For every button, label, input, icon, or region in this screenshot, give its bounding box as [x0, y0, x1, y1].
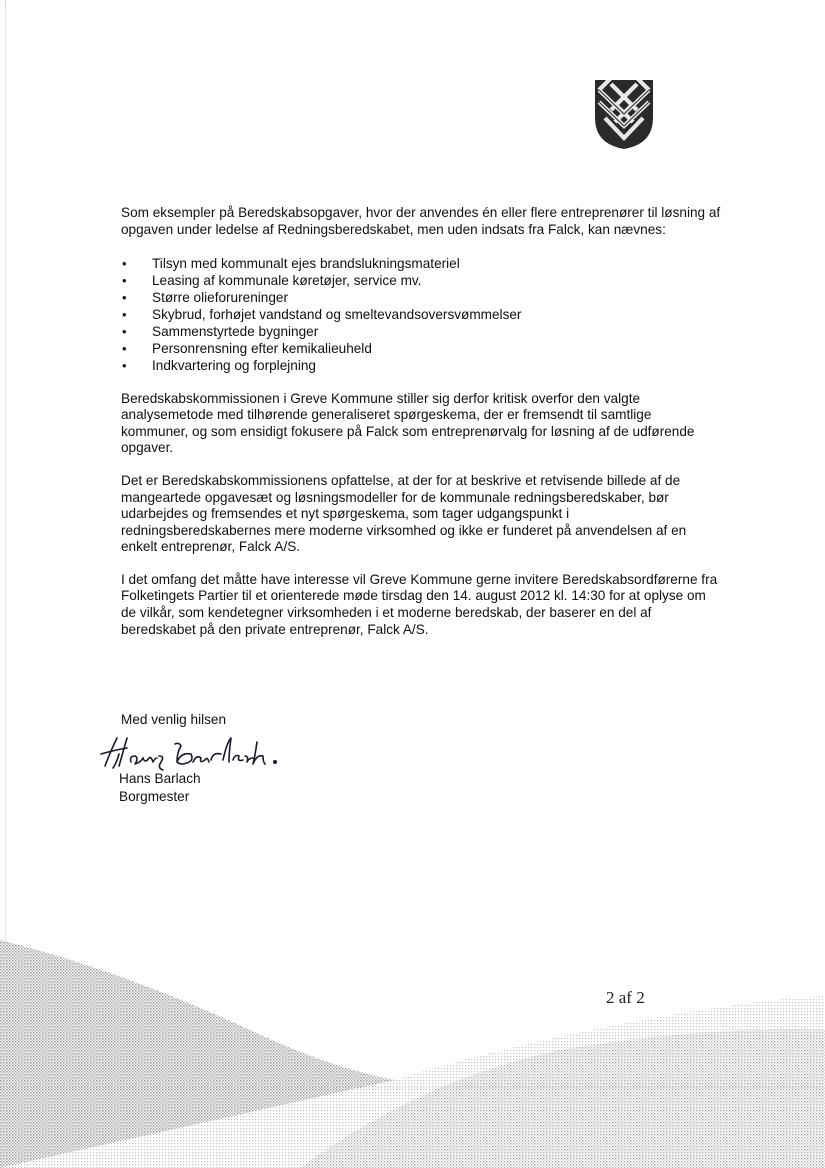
- paragraph-invitation: I det omfang det måtte have interesse vil Greve Kommune gerne invitere Beredskabsordførerne fra Folketingets Partier til et orienterede møde tirsdag den 14. august 2012 kl. 14:30 for at oplyse om de vilkår, som kendetegner virksomheden i et moderne beredskab, der baserer en del af beredskabet på den private entreprenør, Falck A/S.: [121, 571, 718, 637]
- letter-body: [121, 205, 721, 638]
- list-item: • Skybrud, forhøjet vandstand og smeltevandsoversvømmelser: [121, 307, 721, 324]
- greve-coat-of-arms-icon: [593, 78, 655, 150]
- list-item: • Tilsyn med kommunalt ejes brandslukningsmateriel: [121, 256, 721, 273]
- signer-title: Borgmester: [119, 789, 190, 804]
- list-item: • Personrensning efter kemikalieuheld: [121, 341, 721, 358]
- list-item: • Leasing af kommunale køretøjer, service mv.: [121, 273, 721, 290]
- list-item: • Større olieforureninger: [121, 290, 721, 307]
- paragraph-proposal: Det er Beredskabskommissionens opfattelse, at der for at beskrive et retvisende billede af de mangeartede opgavesæt og løsningsmodeller for de kommunale redningsberedskaber, bør udarbejdes og fremsendes et nyt spørgeskema, som tager udgangspunkt i redningsberedskabernes mere moderne virksomhed og ikke er funderet på anvendelsen af en enkelt entreprenør, Falck A/S.: [121, 472, 687, 555]
- footer-wave-graphic: [0, 930, 825, 1168]
- signer-name: Hans Barlach: [119, 771, 201, 786]
- list-item: • Sammenstyrtede bygninger: [121, 324, 721, 341]
- signer-block: [119, 770, 201, 806]
- handwritten-signature: [97, 732, 287, 774]
- page-number: 2 af 2: [606, 988, 645, 1007]
- intro-paragraph: Som eksempler på Beredskabsopgaver, hvor der anvendes én eller flere entreprenører til løsning af opgaven under ledelse af Redningsberedskabet, men uden indsats fra Falck, kan nævnes:: [121, 205, 721, 237]
- closing-salutation: Med venlig hilsen: [121, 712, 227, 727]
- paragraph-critique: Beredskabskommissionen i Greve Kommune stiller sig derfor kritisk overfor den valgte analysemetode med tilhørende generaliseret spørgeskema, der er fremsendt til samtlige kommuner, og som ensidigt fokusere på Falck som entreprenørvalg for løsning af de udførende opgaver.: [121, 390, 695, 456]
- task-list: [121, 256, 721, 374]
- list-item: • Indkvartering og forplejning: [121, 358, 721, 375]
